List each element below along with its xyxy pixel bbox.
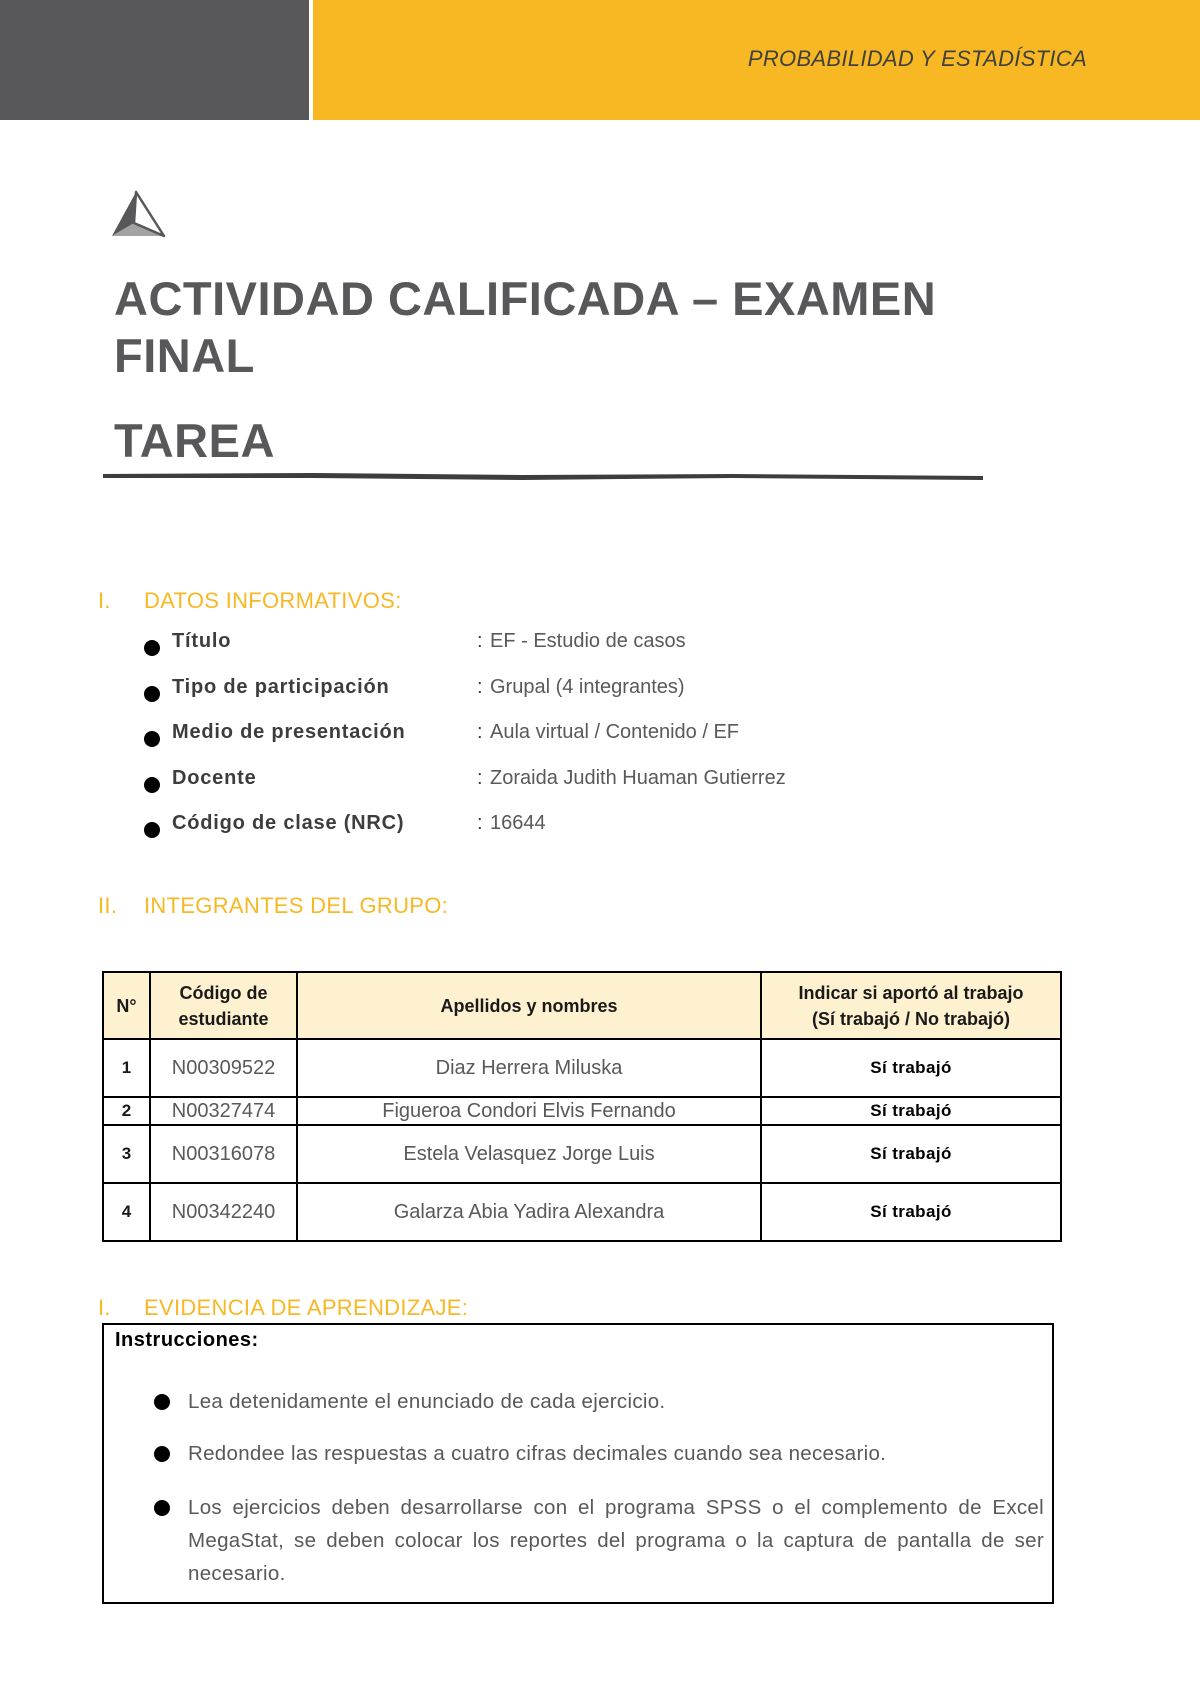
- cell-num: 1: [103, 1039, 150, 1097]
- header-contribution: [761, 972, 1061, 1039]
- section-title: DATOS INFORMATIVOS:: [144, 588, 402, 613]
- instruction-text: Los ejercicios deben desarrollarse con el programa SPSS o el complemento de Excel MegaStat, se deben colocar los reportes del programa o la captura de pantalla de ser necesario.: [188, 1496, 1044, 1585]
- info-colon: :: [477, 812, 483, 834]
- cell-status: Sí trabajó: [761, 1183, 1061, 1241]
- instruction-item: [154, 1491, 1044, 1590]
- cell-name: Figueroa Condori Elvis Fernando: [297, 1097, 761, 1125]
- bullet-icon: [144, 731, 160, 747]
- cell-num: 3: [103, 1125, 150, 1183]
- section-title: EVIDENCIA DE APRENDIZAJE:: [144, 1295, 469, 1320]
- info-label: Docente: [172, 767, 257, 789]
- cell-code: N00327474: [150, 1097, 297, 1125]
- bullet-icon: [154, 1500, 170, 1516]
- info-label: Tipo de participación: [172, 676, 390, 698]
- bullet-icon: [144, 686, 160, 702]
- cell-code: N00342240: [150, 1183, 297, 1241]
- table-header-row: [103, 972, 1061, 1039]
- title-underline: [103, 472, 983, 481]
- section-number: I.: [98, 588, 111, 613]
- header-code-line1: Código de: [179, 982, 268, 1003]
- section-datos-informativos: [98, 588, 402, 614]
- section-integrantes: [98, 893, 448, 919]
- cell-status: Sí trabajó: [761, 1125, 1061, 1183]
- header-names: Apellidos y nombres: [297, 972, 761, 1039]
- header-code: [150, 972, 297, 1039]
- info-value: EF - Estudio de casos: [490, 630, 686, 652]
- table-row: [103, 1097, 1061, 1125]
- instructions-heading: Instrucciones:: [115, 1329, 259, 1351]
- bullet-icon: [154, 1394, 170, 1410]
- info-value: Aula virtual / Contenido / EF: [490, 721, 740, 743]
- cell-name: Diaz Herrera Miluska: [297, 1039, 761, 1097]
- cell-code: N00316078: [150, 1125, 297, 1183]
- section-number: II.: [98, 893, 118, 918]
- info-colon: :: [477, 676, 483, 698]
- info-label: Título: [172, 630, 232, 652]
- header-contribution-line2: (Sí trabajó / No trabajó): [811, 1008, 1011, 1029]
- info-label: Código de clase (NRC): [172, 812, 405, 834]
- bullet-icon: [154, 1446, 170, 1462]
- info-label: Medio de presentación: [172, 721, 406, 743]
- instruction-text: Lea detenidamente el enunciado de cada ejercicio.: [188, 1390, 666, 1413]
- bullet-icon: [144, 640, 160, 656]
- cell-name: Estela Velasquez Jorge Luis: [297, 1125, 761, 1183]
- header-code-line2: estudiante: [178, 1008, 269, 1029]
- table-row: [103, 1183, 1061, 1241]
- bullet-icon: [144, 777, 160, 793]
- info-value: Grupal (4 integrantes): [490, 676, 685, 698]
- course-name: PROBABILIDAD Y ESTADÍSTICA: [747, 46, 1087, 71]
- section-title: INTEGRANTES DEL GRUPO:: [144, 893, 449, 918]
- instruction-text: Redondee las respuestas a cuatro cifras decimales cuando sea necesario.: [188, 1442, 887, 1465]
- cell-status: Sí trabajó: [761, 1039, 1061, 1097]
- cell-name: Galarza Abia Yadira Alexandra: [297, 1183, 761, 1241]
- header-num: N°: [103, 972, 150, 1039]
- info-value: 16644: [490, 812, 546, 834]
- table-row: [103, 1039, 1061, 1097]
- info-colon: :: [477, 630, 483, 652]
- header-gray-block: [0, 0, 309, 120]
- header-contribution-line1: Indicar si aportó al trabajo: [798, 982, 1024, 1003]
- cell-code: N00309522: [150, 1039, 297, 1097]
- instruction-item: [154, 1437, 1044, 1470]
- instruction-item: [154, 1385, 1044, 1418]
- document-subtitle: TAREA: [114, 414, 275, 467]
- table-row: [103, 1125, 1061, 1183]
- instructions-box: [102, 1323, 1054, 1604]
- info-colon: :: [477, 721, 483, 743]
- info-value: Zoraida Judith Huaman Gutierrez: [490, 767, 786, 789]
- group-members-table: [102, 971, 1062, 1242]
- bullet-icon: [144, 822, 160, 838]
- info-colon: :: [477, 767, 483, 789]
- cell-status: Sí trabajó: [761, 1097, 1061, 1125]
- cell-num: 2: [103, 1097, 150, 1125]
- section-evidencia: [98, 1295, 468, 1321]
- cell-num: 4: [103, 1183, 150, 1241]
- section-number: I.: [98, 1295, 111, 1320]
- triangle-arrow-logo-icon: [110, 190, 168, 238]
- document-title: ACTIVIDAD CALIFICADA – EXAMEN FINAL: [114, 272, 937, 382]
